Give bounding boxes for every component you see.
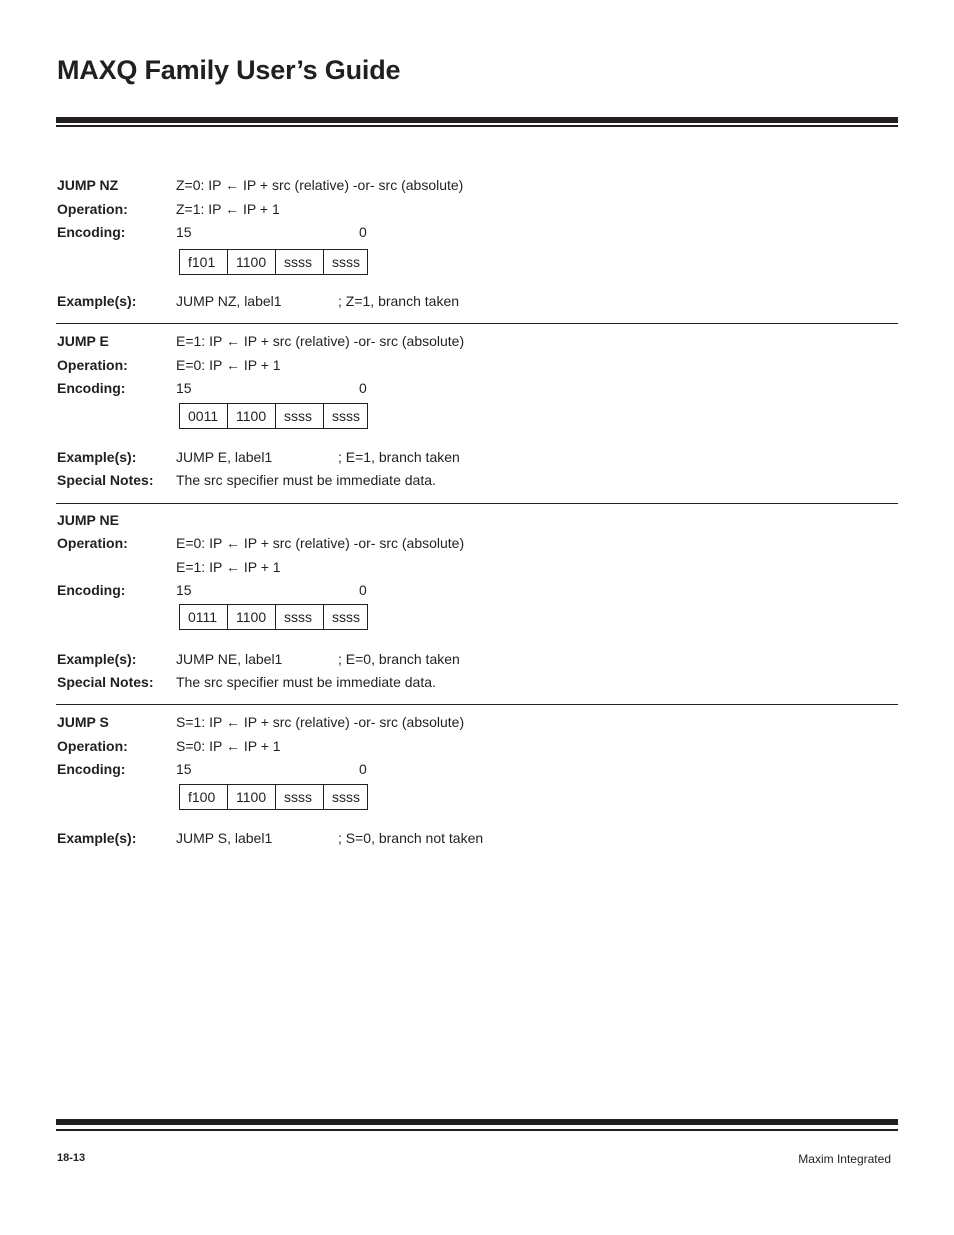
instruction-name: JUMP S — [57, 714, 109, 730]
encoding-table — [179, 403, 368, 429]
encoding-field: ssss — [276, 605, 324, 629]
encoding-field: ssss — [332, 408, 360, 424]
encoding-label: Encoding: — [57, 582, 126, 598]
encoding-field: ssss — [276, 404, 324, 428]
company-name: Maxim Integrated — [798, 1152, 891, 1166]
operation-line: E=1: IP ← IP + 1 — [176, 559, 281, 575]
encoding-label: Encoding: — [57, 224, 126, 240]
special-notes-label: Special Notes: — [57, 472, 154, 488]
bit-low-label: 0 — [359, 582, 367, 598]
encoding-label: Encoding: — [57, 380, 126, 396]
operation-line: Z=0: IP ← IP + src (relative) -or- src (absolute) — [176, 177, 464, 193]
operation-line: E=1: IP ← IP + src (relative) -or- src (absolute) — [176, 333, 465, 349]
operation-line: S=0: IP ← IP + 1 — [176, 738, 281, 754]
instruction-name: JUMP NE — [57, 512, 119, 528]
example-comment: ; E=1, branch taken — [338, 449, 460, 465]
page-number: 18-13 — [57, 1152, 86, 1164]
operation-label: Operation: — [57, 357, 128, 373]
encoding-field: 1100 — [228, 250, 276, 274]
bit-high-label: 15 — [176, 224, 192, 240]
footer-rule-thin — [56, 1129, 898, 1131]
section-divider — [56, 503, 898, 504]
encoding-field: 0111 — [180, 605, 228, 629]
encoding-field: f101 — [180, 250, 228, 274]
example-comment: ; S=0, branch not taken — [338, 830, 484, 846]
encoding-field: ssss — [332, 254, 360, 270]
example-comment: ; E=0, branch taken — [338, 651, 460, 667]
header-rule-thick — [56, 117, 898, 123]
encoding-field: ssss — [276, 785, 324, 809]
header-rule-thin — [56, 125, 898, 127]
special-notes-label: Special Notes: — [57, 674, 154, 690]
bit-high-label: 15 — [176, 380, 192, 396]
example-code: JUMP E, label1 — [176, 449, 273, 465]
special-note-text: The src specifier must be immediate data. — [176, 472, 436, 488]
bit-low-label: 0 — [359, 380, 367, 396]
encoding-field: 1100 — [228, 605, 276, 629]
encoding-table — [179, 784, 368, 810]
encoding-field: ssss — [332, 609, 360, 625]
operation-line: S=1: IP ← IP + src (relative) -or- src (absolute) — [176, 714, 465, 730]
operation-line: E=0: IP ← IP + src (relative) -or- src (absolute) — [176, 535, 465, 551]
bit-high-label: 15 — [176, 582, 192, 598]
section-divider — [56, 323, 898, 324]
example-code: JUMP NE, label1 — [176, 651, 283, 667]
encoding-table — [179, 249, 368, 275]
encoding-field: 1100 — [228, 404, 276, 428]
bit-high-label: 15 — [176, 761, 192, 777]
example-code: JUMP S, label1 — [176, 830, 273, 846]
footer-rule-thick — [56, 1119, 898, 1125]
operation-line: E=0: IP ← IP + 1 — [176, 357, 281, 373]
examples-label: Example(s): — [57, 651, 137, 667]
example-comment: ; Z=1, branch taken — [338, 293, 460, 309]
examples-label: Example(s): — [57, 293, 137, 309]
encoding-field: ssss — [276, 250, 324, 274]
instruction-name: JUMP E — [57, 333, 109, 349]
encoding-label: Encoding: — [57, 761, 126, 777]
examples-label: Example(s): — [57, 449, 137, 465]
section-divider — [56, 704, 898, 705]
operation-label: Operation: — [57, 201, 128, 217]
bit-low-label: 0 — [359, 224, 367, 240]
operation-line: Z=1: IP ← IP + 1 — [176, 201, 280, 217]
encoding-field: 0011 — [180, 404, 228, 428]
encoding-field: 1100 — [228, 785, 276, 809]
examples-label: Example(s): — [57, 830, 137, 846]
instruction-name: JUMP NZ — [57, 177, 119, 193]
operation-label: Operation: — [57, 535, 128, 551]
special-note-text: The src specifier must be immediate data. — [176, 674, 436, 690]
page-title: MAXQ Family User’s Guide — [57, 55, 401, 85]
encoding-field: f100 — [180, 785, 228, 809]
example-code: JUMP NZ, label1 — [176, 293, 282, 309]
encoding-field: ssss — [332, 789, 360, 805]
operation-label: Operation: — [57, 738, 128, 754]
encoding-table — [179, 604, 368, 630]
bit-low-label: 0 — [359, 761, 367, 777]
